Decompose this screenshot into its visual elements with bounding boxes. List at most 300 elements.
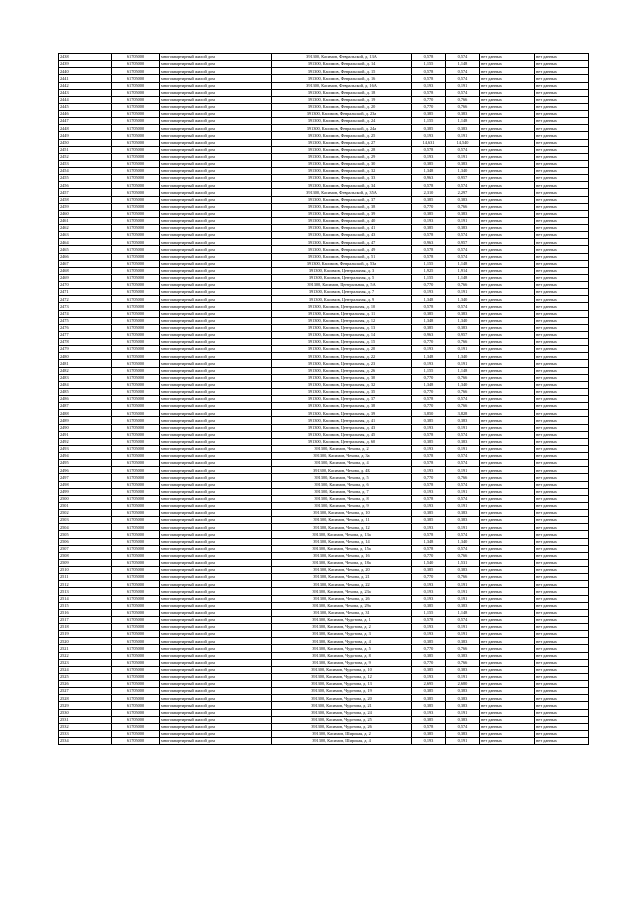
row-number-cell: 2509 [59, 559, 112, 566]
address-cell: 391300, Касимов, Чехова, д. 16 [272, 552, 412, 559]
value-1-cell: 0,578 [412, 68, 446, 75]
status-2-cell: нет данных [535, 673, 589, 680]
building-type-cell: многоквартирный жилой дом [160, 502, 272, 509]
value-1-cell: 0,385 [412, 567, 446, 574]
value-2-cell: 3,828 [446, 410, 480, 417]
oktmo-code-cell: 61705000 [112, 274, 160, 281]
value-1-cell: 0,385 [412, 324, 446, 331]
status-2-cell: нет данных [535, 545, 589, 552]
status-2-cell: нет данных [535, 260, 589, 267]
address-cell: 391300, Касимов, Февральской, д. 49 [272, 246, 412, 253]
row-number-cell: 2502 [59, 510, 112, 517]
oktmo-code-cell: 61705000 [112, 609, 160, 616]
value-1-cell: 0,385 [412, 702, 446, 709]
building-type-cell: многоквартирный жилой дом [160, 631, 272, 638]
oktmo-code-cell: 61705000 [112, 68, 160, 75]
value-2-cell: 2,680 [446, 681, 480, 688]
oktmo-code-cell: 61705000 [112, 367, 160, 374]
status-1-cell: нет данных [480, 681, 535, 688]
row-number-cell: 2500 [59, 495, 112, 502]
value-1-cell: 0,193 [412, 289, 446, 296]
building-type-cell: многоквартирный жилой дом [160, 303, 272, 310]
status-2-cell: нет данных [535, 388, 589, 395]
address-cell: 391300, Касимов, Чехова, д. 11 [272, 517, 412, 524]
oktmo-code-cell: 61705000 [112, 360, 160, 367]
status-1-cell: нет данных [480, 467, 535, 474]
address-cell: 391300, Касимов, Широкая, д. 4 [272, 738, 412, 745]
value-2-cell: 0,383 [446, 210, 480, 217]
building-type-cell: многоквартирный жилой дом [160, 716, 272, 723]
value-1-cell: 0,193 [412, 467, 446, 474]
status-2-cell: нет данных [535, 438, 589, 445]
address-cell: 391300, Касимов, Центральная, д. 45 [272, 431, 412, 438]
status-1-cell: нет данных [480, 588, 535, 595]
building-type-cell: многоквартирный жилой дом [160, 168, 272, 175]
status-2-cell: нет данных [535, 502, 589, 509]
row-number-cell: 2525 [59, 673, 112, 680]
status-2-cell: нет данных [535, 82, 589, 89]
status-2-cell: нет данных [535, 417, 589, 424]
oktmo-code-cell: 61705000 [112, 474, 160, 481]
value-1-cell: 0,193 [412, 346, 446, 353]
address-cell: 391300, Касимов, Февральской, д. 20 [272, 103, 412, 110]
building-type-cell: многоквартирный жилой дом [160, 445, 272, 452]
building-type-cell: многоквартирный жилой дом [160, 239, 272, 246]
row-number-cell: 2474 [59, 310, 112, 317]
status-1-cell: нет данных [480, 367, 535, 374]
value-2-cell: 1,148 [446, 609, 480, 616]
building-type-cell: многоквартирный жилой дом [160, 68, 272, 75]
status-1-cell: нет данных [480, 453, 535, 460]
value-1-cell: 0,963 [412, 239, 446, 246]
building-type-cell: многоквартирный жилой дом [160, 267, 272, 274]
value-1-cell: 0,578 [412, 54, 446, 61]
value-2-cell: 0,574 [446, 396, 480, 403]
value-2-cell: 0,574 [446, 89, 480, 96]
table-row [59, 716, 589, 723]
value-1-cell: 0,385 [412, 225, 446, 232]
oktmo-code-cell: 61705000 [112, 331, 160, 338]
value-2-cell: 1,914 [446, 267, 480, 274]
value-2-cell: 0,383 [446, 510, 480, 517]
status-2-cell: нет данных [535, 274, 589, 281]
value-2-cell: 0,574 [446, 146, 480, 153]
value-1-cell: 0,578 [412, 396, 446, 403]
oktmo-code-cell: 61705000 [112, 82, 160, 89]
table-row [59, 410, 589, 417]
table-row [59, 253, 589, 260]
address-cell: 391300, Касимов, Центральная, д. 60 [272, 438, 412, 445]
status-2-cell: нет данных [535, 54, 589, 61]
address-cell: 391300, Касимов, Чехова, д. 7 [272, 488, 412, 495]
oktmo-code-cell: 61705000 [112, 588, 160, 595]
row-number-cell: 2498 [59, 481, 112, 488]
oktmo-code-cell: 61705000 [112, 403, 160, 410]
building-type-cell: многоквартирный жилой дом [160, 531, 272, 538]
building-type-cell: многоквартирный жилой дом [160, 524, 272, 531]
status-2-cell: нет данных [535, 645, 589, 652]
oktmo-code-cell: 61705000 [112, 673, 160, 680]
value-1-cell: 3,850 [412, 410, 446, 417]
address-cell: 391300, Касимов, Центральная, д. 15 [272, 339, 412, 346]
status-2-cell: нет данных [535, 339, 589, 346]
oktmo-code-cell: 61705000 [112, 160, 160, 167]
row-number-cell: 2444 [59, 96, 112, 103]
value-1-cell: 0,385 [412, 517, 446, 524]
oktmo-code-cell: 61705000 [112, 702, 160, 709]
status-2-cell: нет данных [535, 153, 589, 160]
building-type-cell: многоквартирный жилой дом [160, 118, 272, 125]
row-number-cell: 2469 [59, 274, 112, 281]
address-cell: 391300, Касимов, Центральная, д. 9 [272, 296, 412, 303]
oktmo-code-cell: 61705000 [112, 723, 160, 730]
value-2-cell: 0,766 [446, 552, 480, 559]
status-1-cell: нет данных [480, 239, 535, 246]
table-row [59, 730, 589, 737]
address-cell: 391300, Касимов, Чехова, д. 12 [272, 524, 412, 531]
address-cell: 391300, Касимов, Февральской, д. 23а [272, 111, 412, 118]
row-number-cell: 2441 [59, 75, 112, 82]
table-row [59, 175, 589, 182]
row-number-cell: 2486 [59, 396, 112, 403]
value-2-cell: 0,574 [446, 453, 480, 460]
address-cell: 391300, Касимов, Чехова, д. 5 [272, 474, 412, 481]
table-row [59, 403, 589, 410]
status-2-cell: нет данных [535, 103, 589, 110]
oktmo-code-cell: 61705000 [112, 217, 160, 224]
row-number-cell: 2517 [59, 616, 112, 623]
value-2-cell: 0,191 [446, 738, 480, 745]
address-cell: 391300, Касимов, Чехова, д. 13а [272, 531, 412, 538]
status-1-cell: нет данных [480, 652, 535, 659]
table-row [59, 609, 589, 616]
table-row [59, 595, 589, 602]
row-number-cell: 2521 [59, 645, 112, 652]
value-1-cell: 0,770 [412, 403, 446, 410]
row-number-cell: 2440 [59, 68, 112, 75]
table-row [59, 388, 589, 395]
row-number-cell: 2524 [59, 666, 112, 673]
address-cell: 391300, Касимов, Чудотова, д. 21 [272, 702, 412, 709]
value-2-cell: 0,574 [446, 182, 480, 189]
value-2-cell: 0,191 [446, 289, 480, 296]
status-2-cell: нет данных [535, 552, 589, 559]
table-row [59, 688, 589, 695]
value-1-cell: 0,770 [412, 388, 446, 395]
building-type-cell: многоквартирный жилой дом [160, 666, 272, 673]
table-row [59, 232, 589, 239]
table-row [59, 96, 589, 103]
value-1-cell: 0,193 [412, 588, 446, 595]
status-1-cell: нет данных [480, 716, 535, 723]
table-row [59, 339, 589, 346]
value-1-cell: 0,193 [412, 709, 446, 716]
table-row [59, 360, 589, 367]
row-number-cell: 2448 [59, 125, 112, 132]
row-number-cell: 2520 [59, 638, 112, 645]
address-cell: 391300, Касимов, Чудотова, д. 8 [272, 652, 412, 659]
row-number-cell: 2534 [59, 738, 112, 745]
building-type-cell: многоквартирный жилой дом [160, 659, 272, 666]
table-row [59, 673, 589, 680]
status-1-cell: нет данных [480, 738, 535, 745]
building-type-cell: многоквартирный жилой дом [160, 89, 272, 96]
oktmo-code-cell: 61705000 [112, 445, 160, 452]
value-1-cell: 0,770 [412, 574, 446, 581]
status-2-cell: нет данных [535, 595, 589, 602]
status-1-cell: нет данных [480, 531, 535, 538]
building-type-cell: многоквартирный жилой дом [160, 296, 272, 303]
oktmo-code-cell: 61705000 [112, 574, 160, 581]
status-1-cell: нет данных [480, 324, 535, 331]
address-cell: 391300, Касимов, Февральской, д. 13А [272, 54, 412, 61]
building-type-cell: многоквартирный жилой дом [160, 538, 272, 545]
value-1-cell: 0,963 [412, 331, 446, 338]
oktmo-code-cell: 61705000 [112, 196, 160, 203]
value-1-cell: 0,193 [412, 132, 446, 139]
status-2-cell: нет данных [535, 146, 589, 153]
table-row [59, 531, 589, 538]
oktmo-code-cell: 61705000 [112, 317, 160, 324]
oktmo-code-cell: 61705000 [112, 695, 160, 702]
oktmo-code-cell: 61705000 [112, 531, 160, 538]
address-cell: 391300, Касимов, Февральской, д. 28 [272, 146, 412, 153]
address-cell: 391300, Касимов, Чудотова, д. 3 [272, 631, 412, 638]
status-1-cell: нет данных [480, 552, 535, 559]
value-1-cell: 0,578 [412, 146, 446, 153]
status-1-cell: нет данных [480, 388, 535, 395]
table-row [59, 54, 589, 61]
status-2-cell: нет данных [535, 253, 589, 260]
value-2-cell: 0,766 [446, 96, 480, 103]
building-type-cell: многоквартирный жилой дом [160, 388, 272, 395]
status-1-cell: нет данных [480, 175, 535, 182]
oktmo-code-cell: 61705000 [112, 89, 160, 96]
status-2-cell: нет данных [535, 396, 589, 403]
row-number-cell: 2473 [59, 303, 112, 310]
value-1-cell: 0,385 [412, 688, 446, 695]
address-cell: 391300, Касимов, Центральная, д. 30 [272, 374, 412, 381]
value-2-cell: 1,340 [446, 538, 480, 545]
row-number-cell: 2442 [59, 82, 112, 89]
status-2-cell: нет данных [535, 367, 589, 374]
oktmo-code-cell: 61705000 [112, 346, 160, 353]
table-row [59, 125, 589, 132]
table-row [59, 723, 589, 730]
status-1-cell: нет данных [480, 260, 535, 267]
value-2-cell: 0,766 [446, 403, 480, 410]
address-cell: 391300, Касимов, Центральная, д. 5А [272, 282, 412, 289]
building-type-cell: многоквартирный жилой дом [160, 403, 272, 410]
building-type-cell: многоквартирный жилой дом [160, 331, 272, 338]
address-cell: 391300, Касимов, Центральная, д. 22 [272, 353, 412, 360]
status-1-cell: нет данных [480, 374, 535, 381]
building-type-cell: многоквартирный жилой дом [160, 673, 272, 680]
value-1-cell: 0,385 [412, 438, 446, 445]
oktmo-code-cell: 61705000 [112, 730, 160, 737]
value-1-cell: 0,578 [412, 246, 446, 253]
status-1-cell: нет данных [480, 517, 535, 524]
status-2-cell: нет данных [535, 75, 589, 82]
table-row [59, 467, 589, 474]
address-cell: 391300, Касимов, Февральской, д. 19 [272, 96, 412, 103]
status-1-cell: нет данных [480, 182, 535, 189]
building-type-cell: многоквартирный жилой дом [160, 317, 272, 324]
status-1-cell: нет данных [480, 68, 535, 75]
oktmo-code-cell: 61705000 [112, 559, 160, 566]
value-1-cell: 2,310 [412, 189, 446, 196]
table-row [59, 303, 589, 310]
building-type-cell: многоквартирный жилой дом [160, 246, 272, 253]
status-1-cell: нет данных [480, 445, 535, 452]
address-cell: 391300, Касимов, Чехова, д. 22 [272, 581, 412, 588]
oktmo-code-cell: 61705000 [112, 524, 160, 531]
oktmo-code-cell: 61705000 [112, 282, 160, 289]
building-type-cell: многоквартирный жилой дом [160, 210, 272, 217]
building-type-cell: многоквартирный жилой дом [160, 182, 272, 189]
building-type-cell: многоквартирный жилой дом [160, 517, 272, 524]
row-number-cell: 2507 [59, 545, 112, 552]
status-1-cell: нет данных [480, 488, 535, 495]
building-type-cell: многоквартирный жилой дом [160, 581, 272, 588]
status-2-cell: нет данных [535, 695, 589, 702]
table-row [59, 246, 589, 253]
row-number-cell: 2472 [59, 296, 112, 303]
value-2-cell: 0,383 [446, 438, 480, 445]
building-type-cell: многоквартирный жилой дом [160, 488, 272, 495]
value-1-cell: 0,193 [412, 82, 446, 89]
value-1-cell: 1,155 [412, 367, 446, 374]
status-1-cell: нет данных [480, 196, 535, 203]
building-type-cell: многоквартирный жилой дом [160, 417, 272, 424]
status-2-cell: нет данных [535, 289, 589, 296]
row-number-cell: 2454 [59, 168, 112, 175]
address-cell: 391300, Касимов, Чехова, д. 14 [272, 538, 412, 545]
address-cell: 391300, Касимов, Центральная, д. 10 [272, 303, 412, 310]
row-number-cell: 2491 [59, 431, 112, 438]
row-number-cell: 2510 [59, 567, 112, 574]
address-cell: 391300, Касимов, Чудотова, д. 24 [272, 709, 412, 716]
status-1-cell: нет данных [480, 545, 535, 552]
status-1-cell: нет данных [480, 339, 535, 346]
status-2-cell: нет данных [535, 602, 589, 609]
status-2-cell: нет данных [535, 481, 589, 488]
value-2-cell: 0,383 [446, 517, 480, 524]
status-2-cell: нет данных [535, 125, 589, 132]
status-1-cell: нет данных [480, 246, 535, 253]
address-cell: 391300, Касимов, Центральная, д. 26 [272, 367, 412, 374]
value-2-cell: 0,191 [446, 631, 480, 638]
address-cell: 391300, Касимов, Центральная, д. 43 [272, 424, 412, 431]
address-cell: 391300, Касимов, Центральная, д. 37 [272, 396, 412, 403]
table-row [59, 638, 589, 645]
row-number-cell: 2456 [59, 182, 112, 189]
value-2-cell: 0,383 [446, 716, 480, 723]
value-1-cell: 1,155 [412, 260, 446, 267]
address-cell: 391300, Касимов, Февральской, д. 27 [272, 139, 412, 146]
value-2-cell: 0,574 [446, 460, 480, 467]
value-1-cell: 0,578 [412, 545, 446, 552]
status-2-cell: нет данных [535, 210, 589, 217]
oktmo-code-cell: 61705000 [112, 417, 160, 424]
table-row [59, 481, 589, 488]
value-2-cell: 0,766 [446, 339, 480, 346]
value-1-cell: 0,385 [412, 652, 446, 659]
building-type-cell: многоквартирный жилой дом [160, 260, 272, 267]
status-1-cell: нет данных [480, 210, 535, 217]
table-row [59, 545, 589, 552]
status-2-cell: нет данных [535, 581, 589, 588]
oktmo-code-cell: 61705000 [112, 339, 160, 346]
building-type-cell: многоквартирный жилой дом [160, 381, 272, 388]
status-2-cell: нет данных [535, 346, 589, 353]
building-type-cell: многоквартирный жилой дом [160, 624, 272, 631]
row-number-cell: 2475 [59, 317, 112, 324]
status-1-cell: нет данных [480, 581, 535, 588]
status-2-cell: нет данных [535, 709, 589, 716]
value-1-cell: 0,578 [412, 75, 446, 82]
address-cell: 391300, Касимов, Центральная, д. 41 [272, 417, 412, 424]
row-number-cell: 2482 [59, 367, 112, 374]
status-2-cell: нет данных [535, 688, 589, 695]
row-number-cell: 2503 [59, 517, 112, 524]
status-1-cell: нет данных [480, 153, 535, 160]
row-number-cell: 2461 [59, 217, 112, 224]
row-number-cell: 2446 [59, 111, 112, 118]
building-type-cell: многоквартирный жилой дом [160, 460, 272, 467]
value-2-cell: 1,148 [446, 274, 480, 281]
oktmo-code-cell: 61705000 [112, 396, 160, 403]
status-1-cell: нет данных [480, 282, 535, 289]
value-1-cell: 0,578 [412, 453, 446, 460]
value-1-cell: 14,631 [412, 139, 446, 146]
status-1-cell: нет данных [480, 723, 535, 730]
row-number-cell: 2464 [59, 239, 112, 246]
status-1-cell: нет данных [480, 353, 535, 360]
value-1-cell: 0,578 [412, 232, 446, 239]
value-1-cell: 0,193 [412, 524, 446, 531]
value-2-cell: 0,957 [446, 239, 480, 246]
row-number-cell: 2479 [59, 346, 112, 353]
building-type-cell: многоквартирный жилой дом [160, 396, 272, 403]
value-1-cell: 0,385 [412, 210, 446, 217]
status-2-cell: нет данных [535, 453, 589, 460]
building-type-cell: многоквартирный жилой дом [160, 96, 272, 103]
status-1-cell: нет данных [480, 139, 535, 146]
building-type-cell: многоквартирный жилой дом [160, 738, 272, 745]
value-2-cell: 1,340 [446, 353, 480, 360]
oktmo-code-cell: 61705000 [112, 203, 160, 210]
row-number-cell: 2470 [59, 282, 112, 289]
value-2-cell: 0,574 [446, 232, 480, 239]
address-cell: 391300, Касимов, Февральской, д. 47 [272, 239, 412, 246]
value-1-cell: 1,348 [412, 296, 446, 303]
value-2-cell: 0,191 [446, 346, 480, 353]
oktmo-code-cell: 61705000 [112, 410, 160, 417]
building-type-cell: многоквартирный жилой дом [160, 289, 272, 296]
value-1-cell: 1,348 [412, 168, 446, 175]
address-cell: 391300, Касимов, Центральная, д. 14 [272, 331, 412, 338]
row-number-cell: 2519 [59, 631, 112, 638]
value-1-cell: 1,925 [412, 267, 446, 274]
building-type-cell: многоквартирный жилой дом [160, 559, 272, 566]
row-number-cell: 2493 [59, 445, 112, 452]
status-2-cell: нет данных [535, 96, 589, 103]
value-2-cell: 0,383 [446, 695, 480, 702]
building-type-cell: многоквартирный жилой дом [160, 217, 272, 224]
oktmo-code-cell: 61705000 [112, 438, 160, 445]
oktmo-code-cell: 61705000 [112, 260, 160, 267]
